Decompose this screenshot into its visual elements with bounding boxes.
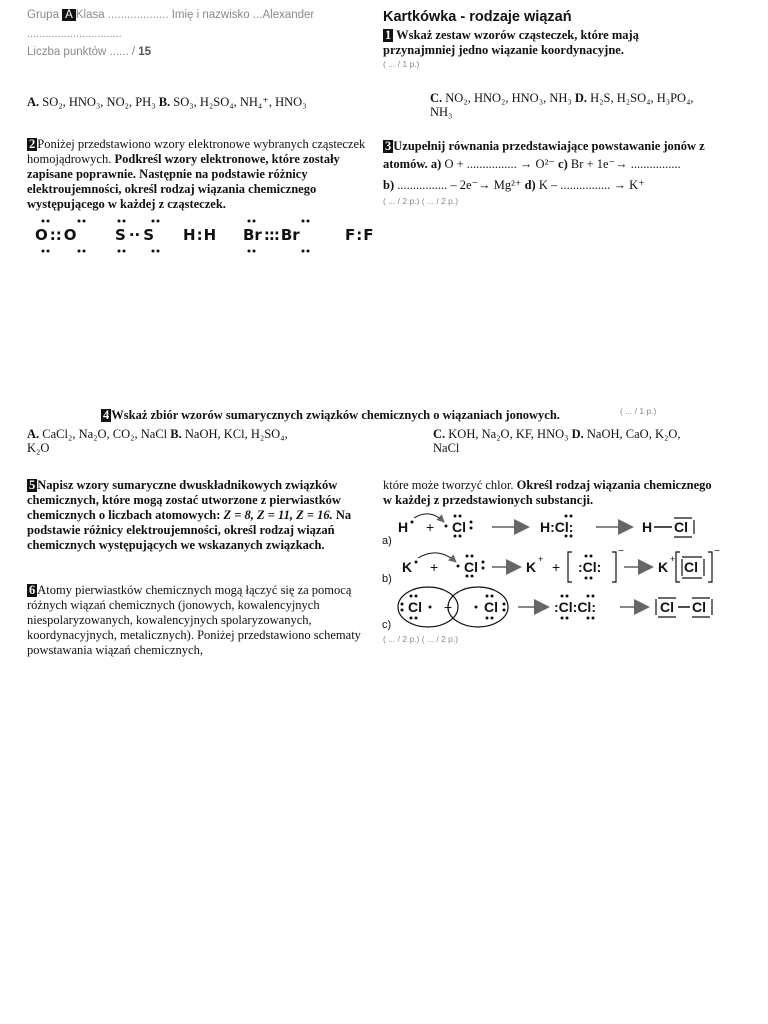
svg-text:+: + bbox=[430, 559, 439, 575]
name-value[interactable]: ...Alexander bbox=[252, 9, 315, 21]
q6-question bbox=[27, 583, 372, 658]
svg-text:Cl: Cl bbox=[692, 599, 706, 615]
q3-c-label: c) bbox=[558, 157, 568, 171]
q5-text-2: Na podstawie różnicy elektroujemności, określ rodzaj wiązań chemicznych występujących we wskazanych związkach. bbox=[27, 508, 352, 552]
q3-text: Uzupełnij równania przedstawiające powstawanie jonów z atomów. bbox=[383, 139, 705, 171]
q1-options-cd bbox=[430, 91, 730, 119]
points-line bbox=[27, 46, 151, 58]
q6-question-cont bbox=[383, 478, 723, 508]
svg-text:Cl: Cl bbox=[660, 599, 674, 615]
svg-text:K: K bbox=[658, 559, 669, 575]
svg-text:+: + bbox=[538, 554, 544, 564]
q1-option-c-label: C. bbox=[430, 91, 443, 105]
name-dots[interactable]: ............................... bbox=[27, 28, 122, 40]
q1-option-c[interactable]: NO₂, HNO₂, HNO₃, NH₃ bbox=[445, 91, 572, 105]
q4-option-b-label: B. bbox=[170, 427, 182, 441]
points-label: Liczba punktów ...... / bbox=[27, 46, 136, 58]
lewis-s2[interactable]: S ·· S bbox=[115, 226, 154, 244]
q4-option-b-cont[interactable]: K₂O bbox=[27, 441, 50, 455]
group-value: A bbox=[62, 9, 76, 21]
svg-text:−: − bbox=[618, 546, 624, 557]
q2-text-bold: Podkreśl wzory elektronowe, które zostały zapisane poprawnie. Następnie na podstawie różnicy elektroujemności, określ rodzaj wiązania chemicznego występującego w każdej z cząsteczek. bbox=[27, 152, 340, 211]
svg-text:Cl: Cl bbox=[464, 559, 478, 575]
q1-question bbox=[383, 28, 713, 58]
q4-option-d-cont[interactable]: NaCl bbox=[433, 441, 460, 455]
svg-text::Cl:: :Cl: bbox=[578, 559, 602, 575]
q3-number: 3 bbox=[385, 139, 392, 153]
lewis-br2[interactable]: Br ::: Br bbox=[243, 226, 300, 244]
q3-d[interactable]: K – ................ → K⁺ bbox=[538, 178, 645, 192]
q4-option-c[interactable]: KOH, Na₂O, KF, HNO₃ bbox=[448, 427, 569, 441]
q6-number: 6 bbox=[29, 583, 36, 597]
q4-option-b[interactable]: NaOH, KCl, H₂SO₄, bbox=[184, 427, 288, 441]
q1-option-d-cont[interactable]: NH₃ bbox=[430, 105, 453, 119]
q6-text-bold: Określ rodzaj wiązania chemicznego w każdej z przedstawionych substancji. bbox=[383, 478, 712, 507]
q4-options-cd bbox=[433, 427, 733, 455]
bond-schemes bbox=[380, 510, 730, 635]
q4-points: ( ... / 1 p.) bbox=[620, 406, 657, 416]
q1-number: 1 bbox=[385, 28, 392, 42]
lewis-h2[interactable]: H:H bbox=[183, 226, 217, 244]
svg-text:+: + bbox=[426, 519, 435, 535]
q3-a[interactable]: O + ................ → O²⁻ bbox=[444, 157, 555, 171]
svg-text:H: H bbox=[398, 519, 409, 535]
q3-a-label: a) bbox=[430, 157, 442, 171]
scheme-row-a bbox=[382, 514, 694, 547]
q3-points: ( ... / 2 p.) ( ... / 2 p.) bbox=[383, 196, 459, 206]
svg-text:+: + bbox=[670, 554, 676, 564]
svg-text:+: + bbox=[444, 599, 453, 615]
q1-option-b-label: B. bbox=[158, 95, 171, 109]
q1-option-a-label: A. bbox=[27, 95, 40, 109]
svg-text:K: K bbox=[526, 559, 537, 575]
lewis-f2[interactable]: F:F bbox=[345, 226, 374, 244]
q4-options-ab bbox=[27, 427, 367, 455]
svg-text:H:Cl:: H:Cl: bbox=[540, 519, 574, 535]
q1-text: Wskaż zestaw wzorów cząsteczek, które mają przynajmniej jedno wiązanie koordynacyjne. bbox=[383, 28, 639, 57]
q1-option-a[interactable]: SO₂, HNO₃, NO₂, PH₃ bbox=[42, 95, 156, 109]
scheme-label-a: a) bbox=[382, 535, 392, 547]
q6-text-plain: Atomy pierwiastków chemicznych mogą łączyć się za pomocą różnych wiązań chemicznych (jonowych, kowalencyjnych niespolaryzowanych, kowalencyjnych spolaryzowanych, koordynacyjnych, metalicznych). Poniżej przedstawiono schematy powstawania wiązań chemicznych, bbox=[27, 583, 361, 657]
svg-text:+: + bbox=[552, 559, 561, 575]
q3-c[interactable]: Br + 1e⁻→ ................ bbox=[570, 157, 681, 171]
q6-points: ( ... / 2 p.) ( ... / 2 p.) bbox=[383, 634, 459, 644]
q1-option-d-label: D. bbox=[574, 91, 588, 105]
q4-option-d-label: D. bbox=[571, 427, 584, 441]
lewis-o2[interactable]: O :: O bbox=[35, 226, 77, 244]
svg-text::Cl:Cl:: :Cl:Cl: bbox=[554, 599, 596, 615]
q5-number: 5 bbox=[29, 478, 36, 492]
q6-text-plain-2: które może tworzyć chlor. bbox=[383, 478, 514, 492]
q4-number: 4 bbox=[103, 408, 110, 422]
q1-option-b[interactable]: SO₃, H₂SO₄, NH₄⁺, HNO₃ bbox=[173, 95, 307, 109]
svg-text:Cl: Cl bbox=[408, 599, 422, 615]
lewis-structures bbox=[27, 218, 387, 258]
scheme-row-b bbox=[382, 546, 720, 585]
q4-question bbox=[101, 408, 560, 423]
q5-question bbox=[27, 478, 377, 553]
q3-b-label: b) bbox=[383, 178, 395, 192]
scheme-row-c bbox=[382, 587, 712, 631]
svg-text:K: K bbox=[402, 559, 413, 575]
points-total: 15 bbox=[138, 46, 152, 58]
group-label: Grupa bbox=[27, 9, 59, 21]
svg-text:Cl: Cl bbox=[684, 559, 698, 575]
q1-option-d[interactable]: H₂S, H₂SO₄, H₃PO₄, bbox=[590, 91, 694, 105]
svg-text:Cl: Cl bbox=[674, 519, 688, 535]
svg-text:Cl: Cl bbox=[484, 599, 498, 615]
q3-question bbox=[383, 137, 733, 195]
q4-option-d[interactable]: NaOH, CaO, K₂O, bbox=[586, 427, 681, 441]
q2-question bbox=[27, 137, 372, 212]
q4-option-a[interactable]: CaCl₂, Na₂O, CO₂, NaCl bbox=[42, 427, 168, 441]
q2-text-plain: Poniżej przedstawiono wzory elektronowe wybranych cząsteczek homojądrowych. bbox=[27, 137, 366, 166]
page-title: Kartkówka - rodzaje wiązań bbox=[383, 9, 572, 25]
q1-points: ( ... / 1 p.) bbox=[383, 59, 420, 69]
q2-number: 2 bbox=[29, 137, 36, 151]
q4-option-c-label: C. bbox=[433, 427, 446, 441]
klasa-field[interactable]: Klasa ................... bbox=[75, 9, 169, 21]
q5-text-1: Napisz wzory sumaryczne dwuskładnikowych związków chemicznych, które mogą zostać utworzone z pierwiastków chemicznych o liczbach atomowych: bbox=[27, 478, 341, 522]
q4-option-a-label: A. bbox=[27, 427, 40, 441]
svg-text:−: − bbox=[714, 546, 720, 557]
svg-text:Cl: Cl bbox=[452, 519, 466, 535]
q5-z-values: Z = 8, Z = 11, Z = 16. bbox=[223, 508, 333, 522]
header-line bbox=[27, 9, 314, 21]
scheme-label-b: b) bbox=[382, 573, 392, 585]
q4-text: Wskaż zbiór wzorów sumarycznych związków chemicznych o wiązaniach jonowych. bbox=[111, 408, 560, 422]
q1-options-ab bbox=[27, 95, 307, 109]
q3-b[interactable]: ................ – 2e⁻→ Mg²⁺ bbox=[397, 178, 522, 192]
name-label: Imię i nazwisko bbox=[171, 9, 250, 21]
svg-text:H: H bbox=[642, 519, 653, 535]
scheme-label-c: c) bbox=[382, 619, 392, 631]
q3-d-label: d) bbox=[524, 178, 536, 192]
